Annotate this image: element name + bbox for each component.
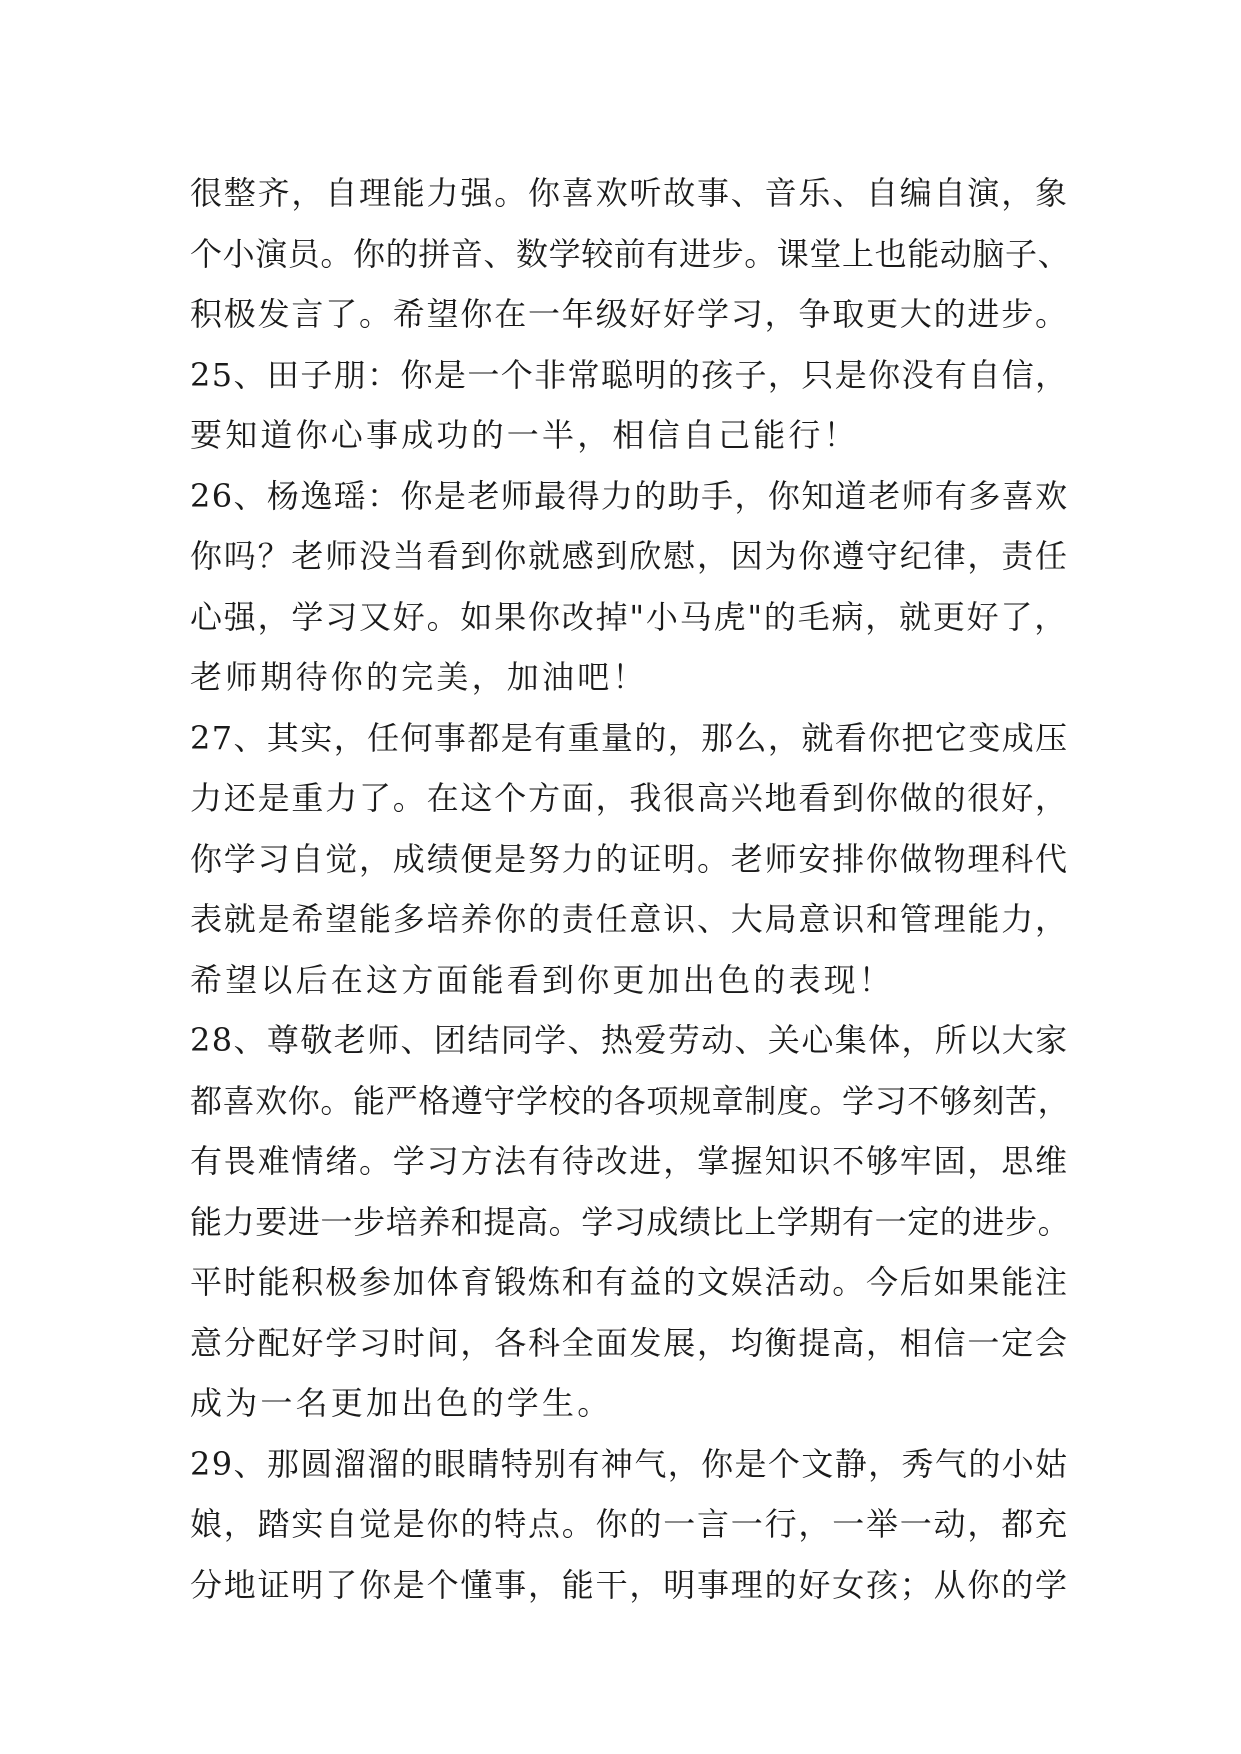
text-line: 希望以后在这方面能看到你更加出色的表现！: [190, 960, 895, 999]
text-line: 分地证明了你是个懂事，能干，明事理的好女孩；从你的学: [190, 1565, 1069, 1604]
text-line: 意分配好学习时间，各科全面发展，均衡提高，相信一定会: [190, 1323, 1069, 1362]
text-line: 个小演员。你的拼音、数学较前有进步。课堂上也能动脑子、: [190, 234, 1071, 273]
text-line: 有畏难情绪。学习方法有待改进，掌握知识不够牢固，思维: [190, 1142, 1069, 1180]
document-body: [190, 163, 1070, 1615]
text-line: 心强，学习又好。如果你改掉"小马虎"的毛病，就更好了，: [190, 597, 1069, 636]
text-line: 都喜欢你。能严格遵守学校的各项规章制度。学习不够刻苦，: [190, 1081, 1071, 1120]
text-line: 26、杨逸瑶：你是老师最得力的助手，你知道老师有多喜欢: [190, 476, 1069, 515]
text-line: 25、田子朋：你是一个非常聪明的孩子，只是你没有自信，: [190, 355, 1069, 394]
text-line: 娘，踏实自觉是你的特点。你的一言一行，一举一动，都充: [190, 1505, 1069, 1543]
text-line: 成为一名更加出色的学生。: [190, 1384, 613, 1422]
text-line: 28、尊敬老师、团结同学、热爱劳动、关心集体，所以大家: [190, 1021, 1069, 1059]
text-line: 表就是希望能多培养你的责任意识、大局意识和管理能力，: [190, 900, 1069, 938]
text-line: 平时能积极参加体育锻炼和有益的文娱活动。今后如果能注: [190, 1263, 1069, 1301]
text-line: 积极发言了。希望你在一年级好好学习，争取更大的进步。: [190, 295, 1069, 333]
text-line: 你吗？老师没当看到你就感到欣慰，因为你遵守纪律，责任: [190, 537, 1069, 575]
text-line: 老师期待你的完美，加油吧！: [190, 658, 648, 696]
text-line: 29、那圆溜溜的眼睛特别有神气，你是个文静，秀气的小姑: [190, 1444, 1069, 1483]
text-line: 很整齐，自理能力强。你喜欢听故事、音乐、自编自演，象: [190, 174, 1069, 212]
text-line: 27、其实，任何事都是有重量的，那么，就看你把它变成压: [190, 718, 1069, 757]
text-line: 要知道你心事成功的一半，相信自己能行！: [190, 416, 859, 454]
text-line: 能力要进一步培养和提高。学习成绩比上学期有一定的进步。: [190, 1202, 1071, 1241]
text-line: 你学习自觉，成绩便是努力的证明。老师安排你做物理科代: [190, 839, 1069, 878]
text-line: 力还是重力了。在这个方面，我很高兴地看到你做的很好，: [190, 779, 1069, 817]
